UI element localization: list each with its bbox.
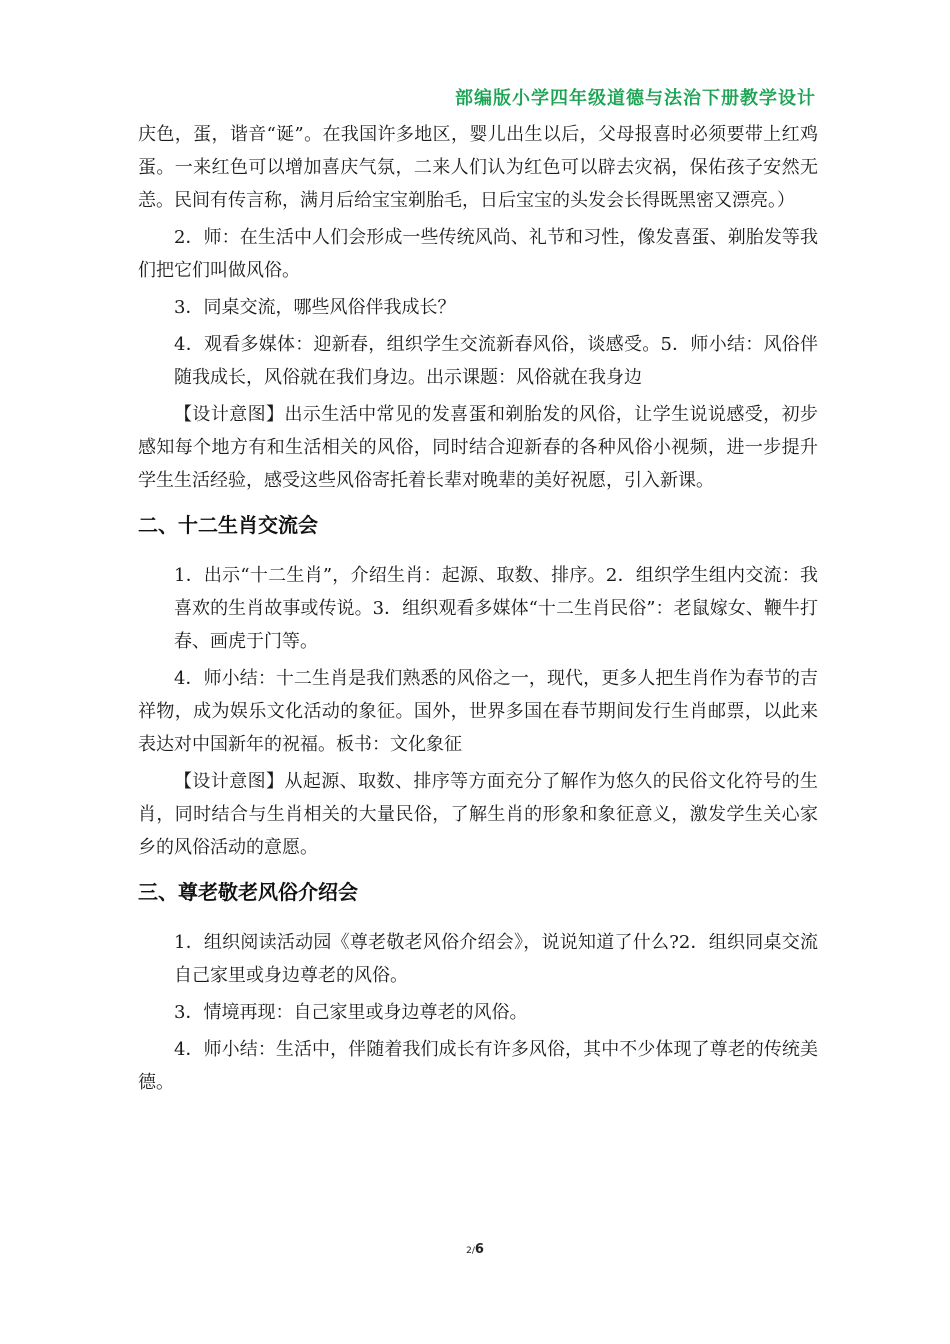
page-total: 6 bbox=[474, 1242, 484, 1257]
paragraph-teacher-customs: 2．师：在生活中人们会形成一些传统风尚、礼节和习性，像发喜蛋、剃胎发等我们把它们叫做风俗。 bbox=[138, 227, 818, 281]
paragraph-design-intent-2: 【设计意图】从起源、取数、排序等方面充分了解作为悠久的民俗文化符号的生肖，同时结合与生肖相关的大量民俗，了解生肖的形象和象征意义，激发学生关心家乡的风俗活动的意愿。 bbox=[138, 771, 818, 858]
paragraph-design-intent-1: 【设计意图】出示生活中常见的发喜蛋和剃胎发的风俗，让学生说说感受，初步感知每个地方有和生活相关的风俗，同时结合迎新春的各种风俗小视频，进一步提升学生生活经验，感受这些风俗寄托着长辈对晚辈的美好祝愿，引入新课。 bbox=[138, 404, 818, 491]
document-body bbox=[138, 118, 818, 1103]
paragraph-reading-activity: 1．组织阅读活动园《尊老敬老风俗介绍会》，说说知道了什么?2．组织同桌交流自己家里或身边尊老的风俗。 bbox=[174, 932, 818, 986]
paragraph-multimedia-new-year: 4．观看多媒体：迎新春，组织学生交流新春风俗，谈感受。5．师小结：风俗伴随我成长，风俗就在我们身边。出示课题：风俗就在我身边 bbox=[174, 334, 818, 388]
section-heading-respect-elders: 三、尊老敬老风俗介绍会 bbox=[138, 880, 358, 904]
document-header-title: 部编版小学四年级道德与法治下册教学设计 bbox=[455, 88, 816, 109]
page-current: 2/ bbox=[466, 1246, 475, 1256]
section-heading-zodiac: 二、十二生肖交流会 bbox=[138, 513, 318, 537]
paragraph-red-egg-explanation: 庆色，蛋，谐音“诞”。在我国许多地区，婴儿出生以后，父母报喜时必须要带上红鸡蛋。一来红色可以增加喜庆气氛，二来人们认为红色可以辟去灾祸，保佑孩子安然无恙。民间有传言称，满月后给宝宝剃胎毛，日后宝宝的头发会长得既黑密又漂亮。） bbox=[138, 124, 818, 211]
paragraph-zodiac-summary: 4．师小结：十二生肖是我们熟悉的风俗之一，现代，更多人把生肖作为春节的吉祥物，成为娱乐文化活动的象征。国外，世界多国在春节期间发行生肖邮票，以此来表达对中国新年的祝福。板书：文化象征 bbox=[138, 668, 818, 755]
page-number bbox=[0, 1238, 950, 1257]
paragraph-scenario-reenact: 3．情境再现：自己家里或身边尊老的风俗。 bbox=[174, 1002, 528, 1023]
paragraph-elders-summary: 4．师小结：生活中，伴随着我们成长有许多风俗，其中不少体现了尊老的传统美德。 bbox=[138, 1039, 818, 1093]
paragraph-zodiac-activities: 1．出示“十二生肖”，介绍生肖：起源、取数、排序。2．组织学生组内交流：我喜欢的生肖故事或传说。3．组织观看多媒体“十二生肖民俗”：老鼠嫁女、鞭牛打春、画虎于门等。 bbox=[174, 565, 818, 652]
paragraph-deskmate-exchange: 3．同桌交流，哪些风俗伴我成长？ bbox=[174, 297, 456, 318]
